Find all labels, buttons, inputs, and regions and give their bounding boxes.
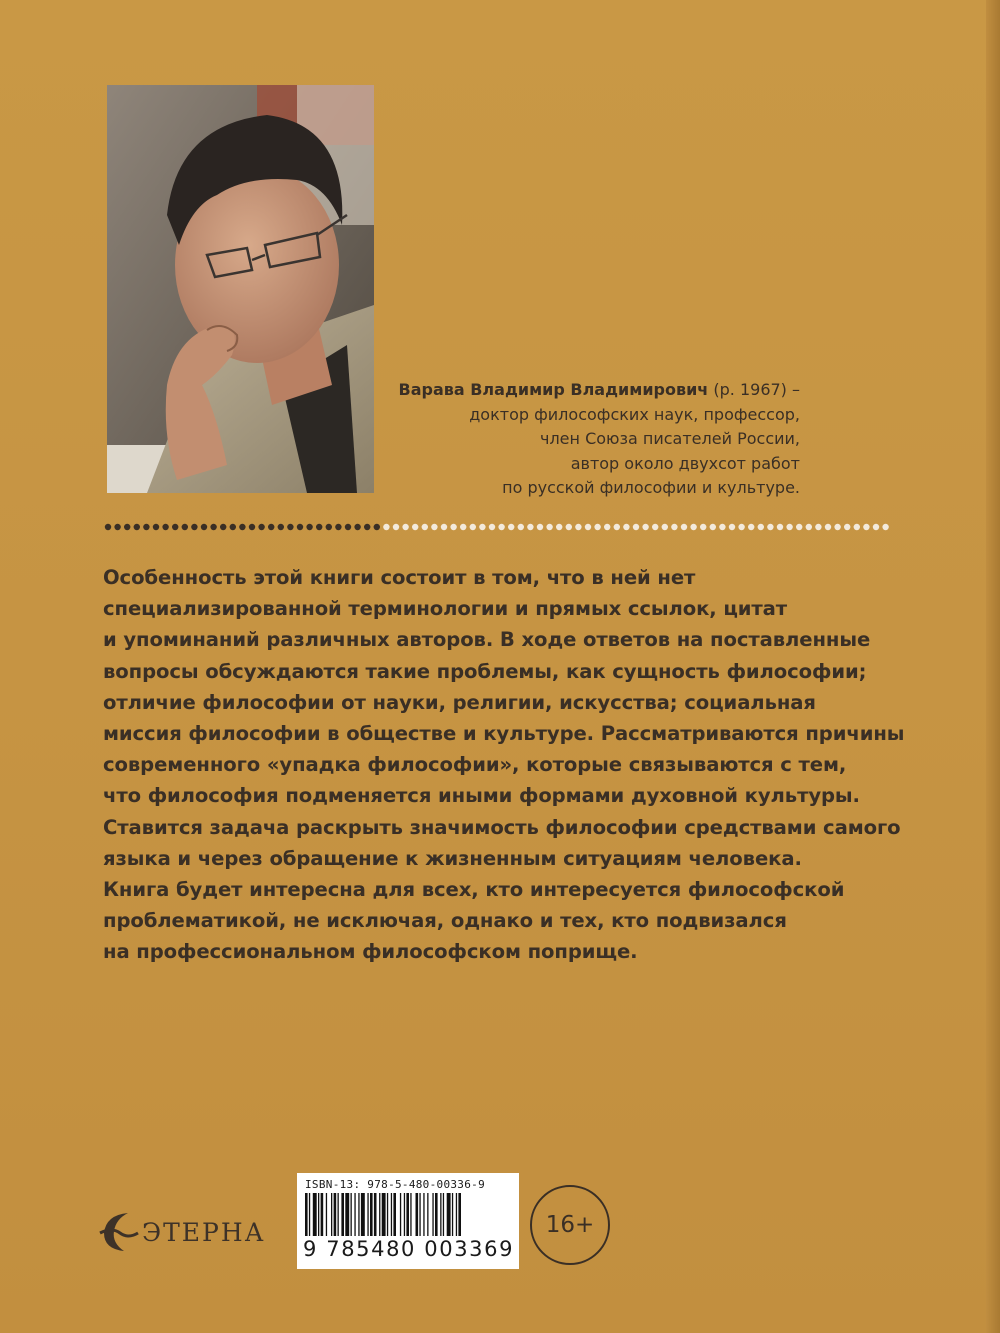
divider-dot (546, 524, 552, 530)
barcode-bar (318, 1193, 319, 1241)
description-line: языка и через обращение к жизненным ситуациям человека. (103, 846, 802, 870)
dotted-divider (104, 522, 894, 532)
description-line: и упоминаний различных авторов. В ходе ответов на поставленные (103, 628, 871, 652)
description-line: специализированной терминологии и прямых ссылок, цитат (103, 597, 788, 621)
barcode-bars (303, 1193, 513, 1241)
barcode-number: 9 785480 003369 (303, 1237, 515, 1261)
author-bio-line: доктор философских наук, профессор, (469, 404, 800, 424)
barcode-bar (410, 1193, 411, 1241)
divider-dot (278, 524, 284, 530)
publisher-emblem-icon (98, 1209, 140, 1255)
barcode-bar (387, 1193, 388, 1241)
barcode-bar (416, 1193, 419, 1241)
cover-edge (986, 0, 1000, 1333)
divider-dot (854, 524, 860, 530)
barcode-bar (370, 1193, 373, 1241)
divider-dot (249, 524, 255, 530)
divider-dot (374, 524, 380, 530)
description-line: что философия подменяется иными формами духовной культуры. (103, 784, 860, 808)
barcode-bar (447, 1193, 451, 1241)
divider-dot (268, 524, 274, 530)
divider-dot (335, 524, 341, 530)
publisher-logo (98, 1207, 266, 1257)
divider-dot (201, 524, 207, 530)
divider-dot (671, 524, 677, 530)
author-photo (107, 85, 374, 493)
description-line: миссия философии в обществе и культуре. Рассматриваются причины (103, 722, 905, 746)
barcode-bar (345, 1193, 349, 1241)
divider-dot (748, 524, 754, 530)
barcode-bar (334, 1193, 337, 1241)
divider-dot (345, 524, 351, 530)
book-description (103, 562, 905, 968)
divider-dot (566, 524, 572, 530)
description-line: современного «упадка философии», которые связываются с тем, (103, 753, 847, 777)
divider-dot (767, 524, 773, 530)
author-years: (р. 1967) – (708, 380, 800, 399)
barcode-bar (443, 1193, 444, 1241)
divider-dot (738, 524, 744, 530)
barcode-bar (382, 1193, 386, 1241)
barcode-bar (305, 1193, 308, 1241)
barcode-bar (393, 1193, 396, 1241)
divider-dot (450, 524, 456, 530)
barcode-bar (361, 1193, 365, 1241)
divider-dot (690, 524, 696, 530)
divider-dot (143, 524, 149, 530)
divider-dot (105, 524, 111, 530)
divider-dot (422, 524, 428, 530)
divider-dot (556, 524, 562, 530)
description-line: отличие философии от науки, религии, искусства; социальная (103, 690, 816, 714)
divider-dot (882, 524, 888, 530)
barcode-bar (435, 1193, 438, 1241)
barcode-bar (406, 1193, 409, 1241)
divider-dot (316, 524, 322, 530)
divider-dot (594, 524, 600, 530)
author-bio-line: автор около двухсот работ (570, 453, 800, 473)
divider-dot (114, 524, 120, 530)
divider-dot (364, 524, 370, 530)
divider-dot (729, 524, 735, 530)
divider-dot (124, 524, 130, 530)
divider-dot (681, 524, 687, 530)
divider-dot (604, 524, 610, 530)
divider-dot (383, 524, 389, 530)
divider-dot (614, 524, 620, 530)
author-name: Варава Владимир Владимирович (398, 380, 709, 399)
barcode-bar (313, 1193, 317, 1241)
barcode-bar (423, 1193, 424, 1241)
barcode-bar (440, 1193, 441, 1241)
divider-dot (460, 524, 466, 530)
divider-dot (441, 524, 447, 530)
divider-dot (777, 524, 783, 530)
divider-dot (834, 524, 840, 530)
divider-dot (585, 524, 591, 530)
barcode-bar (331, 1193, 332, 1241)
divider-dot (210, 524, 216, 530)
divider-dot (786, 524, 792, 530)
author-bio (380, 378, 800, 501)
barcode-bar (427, 1193, 428, 1241)
divider-dot (479, 524, 485, 530)
description-line: Особенность этой книги состоит в том, что в ней нет (103, 566, 696, 589)
barcode-bar (326, 1193, 327, 1241)
divider-dot (393, 524, 399, 530)
author-bio-line: по русской философии и культуре. (502, 478, 800, 497)
barcode-bar (379, 1193, 380, 1241)
divider-dot (220, 524, 226, 530)
divider-dot (700, 524, 706, 530)
barcode-bar (354, 1193, 355, 1241)
age-rating-badge: 16+ (530, 1185, 610, 1265)
divider-dot (134, 524, 140, 530)
divider-dot (431, 524, 437, 530)
barcode-bar (419, 1193, 420, 1241)
barcode-bar (456, 1193, 457, 1241)
author-bio-line: член Союза писателей России, (540, 429, 800, 448)
barcode-bar (404, 1193, 405, 1241)
divider-dot (489, 524, 495, 530)
divider-dot (258, 524, 264, 530)
description-line: на профессиональном философском поприще. (103, 940, 638, 964)
divider-dot (758, 524, 764, 530)
barcode-bar (309, 1193, 310, 1241)
barcode (297, 1173, 519, 1269)
divider-dot (230, 524, 236, 530)
barcode-bar (391, 1193, 392, 1241)
divider-dot (527, 524, 533, 530)
description-line: проблематикой, не исключая, однако и тех, кто подвизался (103, 909, 787, 933)
barcode-bar (458, 1193, 461, 1241)
isbn-label: ISBN-13: 978-5-480-00336-9 (305, 1178, 485, 1191)
divider-dot (239, 524, 245, 530)
divider-dot (844, 524, 850, 530)
divider-dot (652, 524, 658, 530)
description-line: вопросы обсуждаются такие проблемы, как сущность философии; (103, 659, 867, 683)
divider-dot (719, 524, 725, 530)
divider-dot (287, 524, 293, 530)
divider-dot (412, 524, 418, 530)
divider-dot (153, 524, 159, 530)
divider-dot (623, 524, 629, 530)
divider-dot (306, 524, 312, 530)
barcode-bar (338, 1193, 339, 1241)
barcode-bar (452, 1193, 453, 1241)
barcode-bar (374, 1193, 377, 1241)
author-heading-line (380, 378, 800, 403)
divider-dot (508, 524, 514, 530)
barcode-bar (358, 1193, 359, 1241)
publisher-name: ЭТЕРНА (142, 1217, 266, 1247)
divider-dot (806, 524, 812, 530)
divider-dot (796, 524, 802, 530)
divider-dot (402, 524, 408, 530)
divider-dot (815, 524, 821, 530)
divider-dot (633, 524, 639, 530)
barcode-bar (321, 1193, 324, 1241)
divider-dot (710, 524, 716, 530)
divider-dot (642, 524, 648, 530)
divider-dot (182, 524, 188, 530)
divider-dot (162, 524, 168, 530)
description-line: Книга будет интересна для всех, кто интересуется философской (103, 878, 845, 902)
divider-dot (354, 524, 360, 530)
divider-dot (537, 524, 543, 530)
divider-dot (873, 524, 879, 530)
divider-dot (863, 524, 869, 530)
barcode-bar (367, 1193, 368, 1241)
divider-dot (825, 524, 831, 530)
barcode-bar (432, 1193, 433, 1241)
divider-dot (172, 524, 178, 530)
barcode-bar (400, 1193, 401, 1241)
divider-dot (518, 524, 524, 530)
barcode-bar (351, 1193, 352, 1241)
divider-dot (498, 524, 504, 530)
barcode-bar (341, 1193, 344, 1241)
divider-dot (470, 524, 476, 530)
description-line: Ставится задача раскрыть значимость философии средствами самого (103, 815, 901, 839)
divider-dot (575, 524, 581, 530)
divider-dot (662, 524, 668, 530)
divider-dot (326, 524, 332, 530)
divider-dot (191, 524, 197, 530)
divider-dot (297, 524, 303, 530)
